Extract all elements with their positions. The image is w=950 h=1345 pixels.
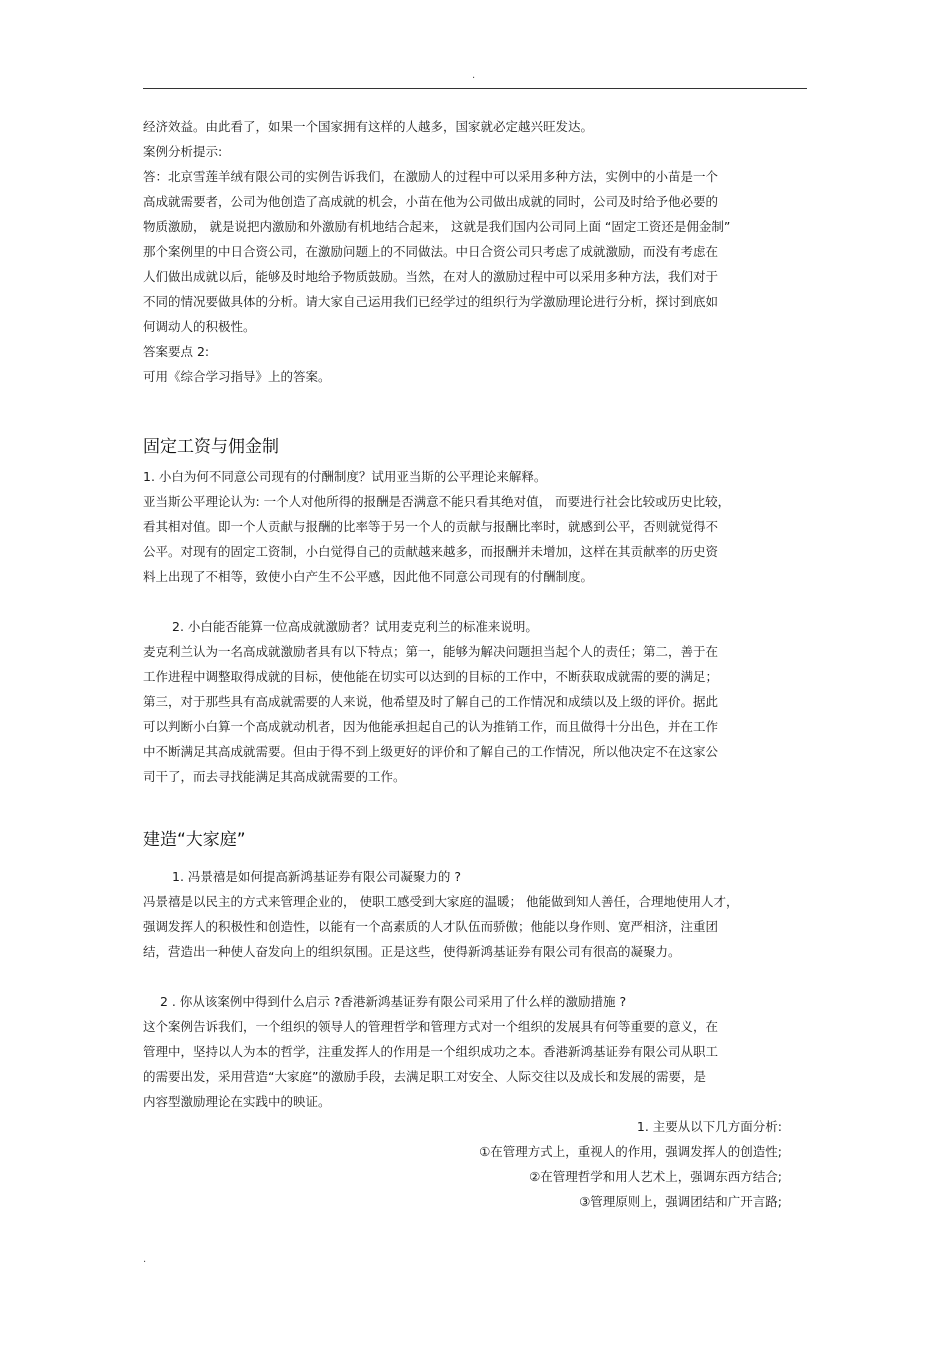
text-line: 结，营造出一种使人奋发向上的组织氛围。正是这些，使得新鸿基证券有限公司有很高的凝聚力。 <box>143 944 681 959</box>
text-line: 内容型激励理论在实践中的映证。 <box>143 1094 331 1109</box>
text-line: 亚当斯公平理论认为: 一个人对他所得的报酬是否满意不能只看其绝对值， 而要进行社会比较或历史比较， <box>143 494 731 509</box>
text-line: 料上出现了不相等，致使小白产生不公平感，因此他不同意公司现有的付酬制度。 <box>143 569 594 584</box>
text-line: 这个案例告诉我们，一个组织的领导人的管理哲学和管理方式对一个组织的发展具有何等重要的意义，在 <box>143 1019 719 1034</box>
text-line: 何调动人的积极性。 <box>143 319 256 334</box>
text-line: 可用《综合学习指导》上的答案。 <box>143 369 331 384</box>
header-dot: . <box>472 70 476 81</box>
text-line: 工作进程中调整取得成就的目标，使他能在切实可以达到的目标的工作中，不断获取成就需的要的满足； <box>143 669 719 684</box>
text-line: 冯景禧是以民主的方式来管理企业的， 使职工感受到大家庭的温暖； 他能做到知人善任，合理地使用人才， <box>143 894 739 909</box>
analysis-point: ②在管理哲学和用人艺术上，强调东西方结合; <box>529 1169 782 1184</box>
footer-dot: . <box>143 1254 147 1265</box>
analysis-point: ①在管理方式上，重视人的作用，强调发挥人的创造性; <box>479 1144 782 1159</box>
text-line: 案例分析提示: <box>143 144 223 159</box>
question-line: 1. 冯景禧是如何提高新鸿基证券有限公司凝聚力的 ? <box>172 869 462 884</box>
text-line: 人们做出成就以后，能够及时地给予物质鼓励。当然，在对人的激励过程中可以采用多种方法，我们对于 <box>143 269 719 284</box>
text-line: 答案要点 2: <box>143 344 210 359</box>
text-line: 管理中，坚持以人为本的哲学，注重发挥人的作用是一个组织成功之本。香港新鸿基证券有限公司从职工 <box>143 1044 719 1059</box>
text-line: 强调发挥人的积极性和创造性，以能有一个高素质的人才队伍而骄傲；他能以身作则、宽严相济，注重团 <box>143 919 719 934</box>
text-line: 经济效益。由此看了，如果一个国家拥有这样的人越多，国家就必定越兴旺发达。 <box>143 119 594 134</box>
question-line: 1. 小白为何不同意公司现有的付酬制度？试用亚当斯的公平理论来解释。 <box>143 469 547 484</box>
text-line: 可以判断小白算一个高成就动机者，因为他能承担起自己的认为推销工作，而且做得十分出色，并在工作 <box>143 719 719 734</box>
analysis-heading: 1. 主要从以下几方面分析: <box>636 1119 782 1134</box>
text-line: 第三，对于那些具有高成就需要的人来说，他希望及时了解自己的工作情况和成绩以及上级的评价。据此 <box>143 694 719 709</box>
question-line: 2 . 你从该案例中得到什么启示 ?香港新鸿基证券有限公司采用了什么样的激励措施 ? <box>160 994 627 1009</box>
text-line: 答：北京雪莲羊绒有限公司的实例告诉我们，在激励人的过程中可以采用多种方法，实例中的小苗是一个 <box>143 169 719 184</box>
text-line: 的需要出发，采用营造“大家庭”的激励手段，去满足职工对安全、人际交往以及成长和发展的需要，是 <box>143 1069 706 1084</box>
text-line: 司干了，而去寻找能满足其高成就需要的工作。 <box>143 769 406 784</box>
text-line: 物质激励， 就是说把内激励和外激励有机地结合起来， 这就是我们国内公司同上面 “固定工资还是佣金制” <box>143 219 731 234</box>
text-line: 那个案例里的中日合资公司，在激励问题上的不同做法。中日合资公司只考虑了成就激励，而没有考虑在 <box>143 244 719 259</box>
section-heading: 固定工资与佣金制 <box>143 437 279 457</box>
header-rule <box>143 88 807 89</box>
text-line: 不同的情况要做具体的分析。请大家自己运用我们已经学过的组织行为学激励理论进行分析，探讨到底如 <box>143 294 719 309</box>
text-line: 公平。对现有的固定工资制，小白觉得自己的贡献越来越多，而报酬并未增加，这样在其贡献率的历史资 <box>143 544 719 559</box>
question-line: 2. 小白能否能算一位高成就激励者？试用麦克利兰的标准来说明。 <box>172 619 538 634</box>
text-line: 看其相对值。即一个人贡献与报酬的比率等于另一个人的贡献与报酬比率时，就感到公平，否则就觉得不 <box>143 519 719 534</box>
section-heading: 建造“大家庭” <box>143 830 246 850</box>
text-line: 麦克利兰认为一名高成就激励者具有以下特点；第一，能够为解决问题担当起个人的责任；第二，善于在 <box>143 644 719 659</box>
text-line: 中不断满足其高成就需要。但由于得不到上级更好的评价和了解自己的工作情况，所以他决定不在这家公 <box>143 744 719 759</box>
analysis-point: ③管理原则上，强调团结和广开言路; <box>579 1194 782 1209</box>
text-line: 高成就需要者，公司为他创造了高成就的机会，小苗在他为公司做出成就的同时，公司及时给予他必要的 <box>143 194 719 209</box>
